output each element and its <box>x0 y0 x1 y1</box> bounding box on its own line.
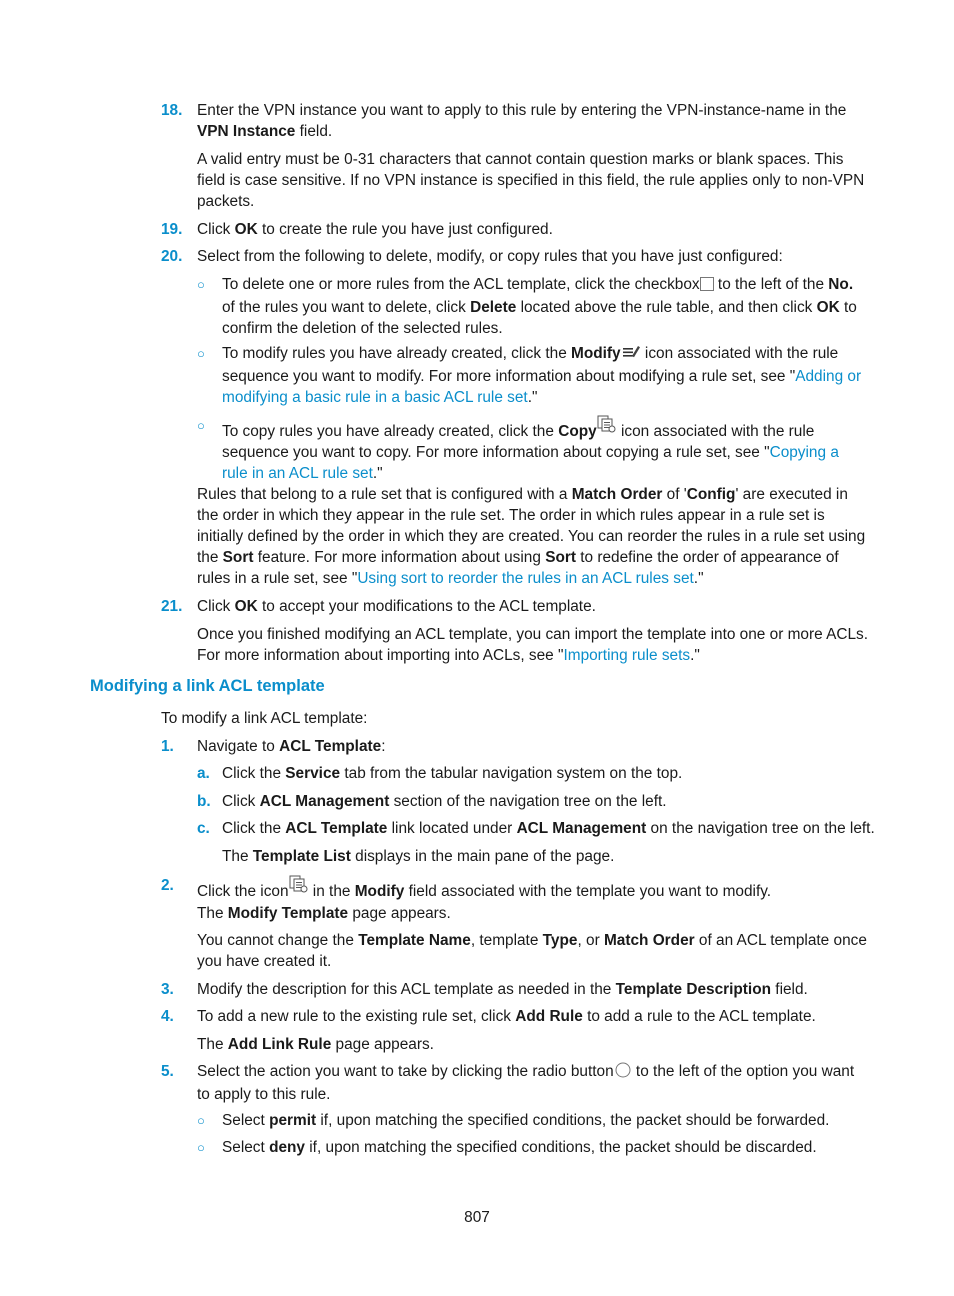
substep-text: Click the ACL Template link located under ACL Management on the navigation tree on the left. <box>222 820 875 837</box>
step-number: 4. <box>161 1008 174 1025</box>
step-number: 3. <box>161 981 174 998</box>
step-number: 20. <box>161 248 183 265</box>
step-text: Navigate to ACL Template: <box>197 738 386 755</box>
copy-icon <box>289 875 309 899</box>
cross-reference-link[interactable]: Copying a rule in an ACL rule set <box>222 444 839 482</box>
bullet-text: Select permit if, upon matching the specified conditions, the packet should be forwarded. <box>222 1112 830 1129</box>
step-text: Select the action you want to take by clicking the radio button to the left of the option you want to apply to this rule. <box>197 1063 855 1103</box>
step-number: 18. <box>161 102 183 119</box>
step-text: Click OK to create the rule you have just configured. <box>197 221 553 238</box>
step-text: Enter the VPN instance you want to apply to this rule by entering the VPN-instance-name in the VPN Instance field. <box>197 102 847 140</box>
step-paragraph: Once you finished modifying an ACL template, you can import the template into one or more ACLs. For more information about importing into ACLs, see "Importing rule sets." <box>197 626 868 664</box>
radio-button-icon <box>614 1062 632 1084</box>
step-text: Modify the description for this ACL template as needed in the Template Description field. <box>197 981 808 998</box>
substep-letter: b. <box>197 793 211 810</box>
step-paragraph: The Modify Template page appears. <box>197 905 451 922</box>
step-number: 2. <box>161 877 174 894</box>
bullet-mark: ○ <box>197 346 205 361</box>
section-heading: Modifying a link ACL template <box>90 677 325 695</box>
step-paragraph: Rules that belong to a rule set that is configured with a Match Order of 'Config' are executed in the order in which they appear in the rule set. The order in which rules appear in a rule set is initially defined by the order in which they are created. You can reorder the rules in a rule set using the Sort feature. For more information about using Sort to redefine the order of appearance of rules in a rule set, see "Using sort to reorder the rules in an ACL rules set." <box>197 486 866 587</box>
step-number: 21. <box>161 598 183 615</box>
step-paragraph: A valid entry must be 0-31 characters that cannot contain question marks or blank spaces. This field is case sensitive. If no VPN instance is specified in this field, the rule applies only to non-VPN packets. <box>197 151 865 210</box>
bullet-mark: ○ <box>197 418 205 433</box>
substep-letter: c. <box>197 820 210 837</box>
step-text: To add a new rule to the existing rule set, click Add Rule to add a rule to the ACL template. <box>197 1008 816 1025</box>
bullet-mark: ○ <box>197 1140 205 1155</box>
step-text: Select from the following to delete, modify, or copy rules that you have just configured: <box>197 248 783 265</box>
step-number: 5. <box>161 1063 174 1080</box>
cross-reference-link[interactable]: Adding or modifying a basic rule in a basic ACL rule set <box>222 368 862 406</box>
step-text: Click the icon in the Modify field associated with the template you want to modify. <box>197 875 867 902</box>
section-intro: To modify a link ACL template: <box>161 710 368 727</box>
bullet-text: To delete one or more rules from the ACL template, click the checkbox to the left of the No. of the rules you want to delete, click Delete located above the rule table, and then click OK to confirm the deletion of the selected rules. <box>222 276 857 337</box>
bullet-text: To modify rules you have already created, click the Modify icon associated with the rule sequence you want to modify. For more information about modifying a rule set, see "Adding or modifying a basic rule in a basic ACL rule set." <box>222 345 862 406</box>
bullet-text: To copy rules you have already created, click the Copy icon associated with the rule sequence you want to copy. For more information about copying a rule set, see "Copying a rule in an ACL rule set." <box>222 415 867 484</box>
checkbox-icon <box>700 276 714 297</box>
step-paragraph: You cannot change the Template Name, template Type, or Match Order of an ACL template once you have created it. <box>197 932 867 970</box>
bullet-text: Select deny if, upon matching the specified conditions, the packet should be discarded. <box>222 1139 817 1156</box>
substep-paragraph: The Template List displays in the main pane of the page. <box>222 848 615 865</box>
copy-icon <box>597 415 617 439</box>
bullet-mark: ○ <box>197 277 205 292</box>
substep-letter: a. <box>197 765 210 782</box>
bullet-mark: ○ <box>197 1113 205 1128</box>
modify-icon <box>621 344 641 366</box>
substep-text: Click the Service tab from the tabular navigation system on the top. <box>222 765 683 782</box>
step-text: Click OK to accept your modifications to the ACL template. <box>197 598 596 615</box>
substep-text: Click ACL Management section of the navigation tree on the left. <box>222 793 667 810</box>
cross-reference-link[interactable]: Importing rule sets <box>563 647 691 664</box>
step-number: 19. <box>161 221 183 238</box>
page-number: 807 <box>464 1209 490 1226</box>
cross-reference-link[interactable]: Using sort to reorder the rules in an ACL rules set <box>357 570 694 587</box>
step-paragraph: The Add Link Rule page appears. <box>197 1036 434 1053</box>
step-number: 1. <box>161 738 174 755</box>
